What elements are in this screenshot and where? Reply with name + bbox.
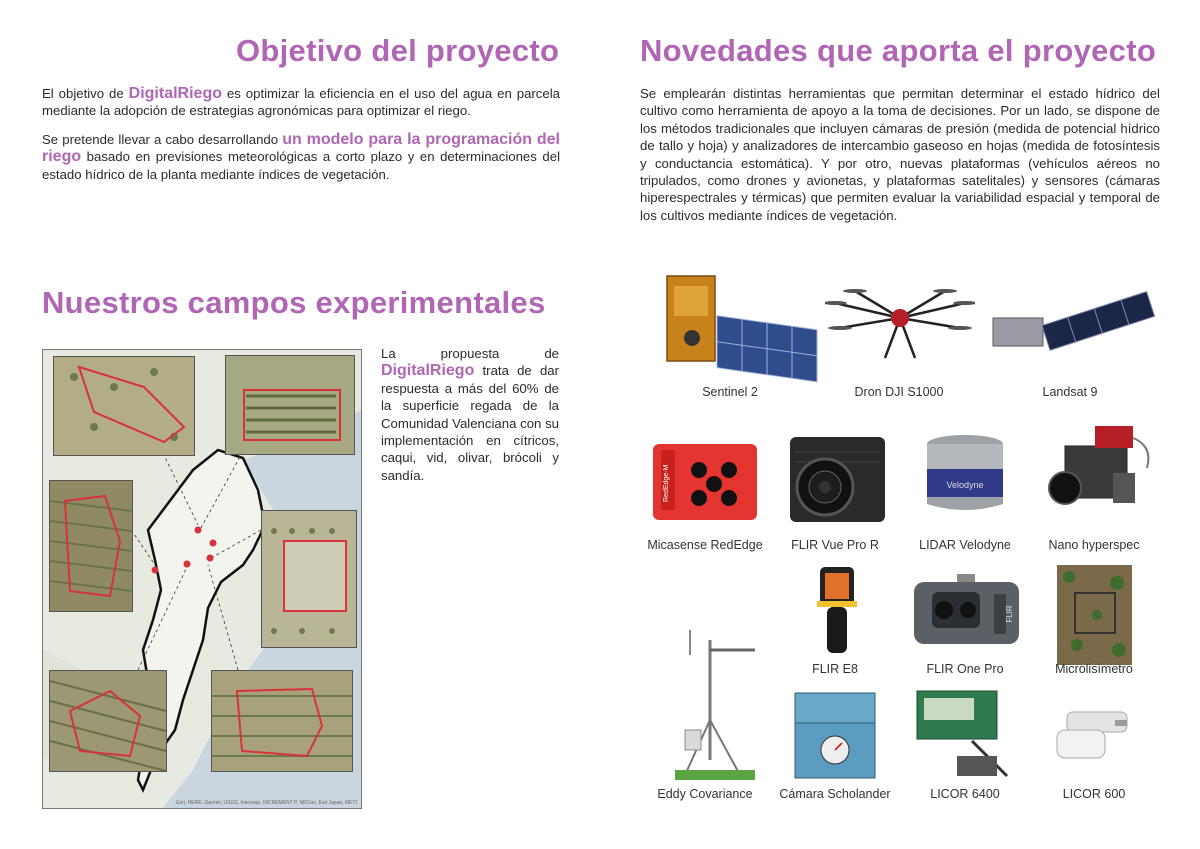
objective-text: Se pretende llevar a cabo desarrollando [42,132,283,147]
brand-name: DigitalRiego [128,85,222,102]
field-point[interactable] [210,540,217,547]
objective-text: basado en previsiones meteorológicas a corto plazo y en determinaciones del estado hídrico de la planta mediante índices de vegetación. [42,149,560,182]
novelties-paragraph: Se emplearán distintas herramientas que permitan determinar el estado hídrico del cultivo como herramienta de apoyo a la toma de decisiones. Por un lado, se dispone de los métodos tradicionales que incluyen cámaras de presión (medida de potencial hídrico de tallo y hoja) y analizadores de intercambio gaseoso en hojas (medida de fotosíntesis y conductancia estomática). Y por otro, nuevas plataformas (vehículos aéreos no tripulados, como drones y avionetas, y plataformas satelitales) y sensores (cámaras hiperespectrales y térmicas) que permiten evaluar la variabilidad espacial y temporal de los cultivos mediante índices de vegetación. [640,86,1160,223]
licor-600-image [1055,706,1135,766]
highlight-model: un modelo para la programación del riego [42,131,561,166]
flir-one-pro-image [912,572,1022,647]
caption-licor-600: LICOR 600 [1062,787,1126,801]
scholander-image [790,688,880,783]
field-photo-6 [211,670,353,772]
objective-text: El objetivo de [42,86,129,101]
velodyne-label: Velodyne [946,480,984,490]
caption-micasense: Micasense RedEdge [647,538,763,552]
sentinel-2-image [662,268,822,383]
caption-licor-6400: LICOR 6400 [930,787,1000,801]
brand-name: DigitalRiego [381,362,475,380]
caption-landsat: Landsat 9 [1042,385,1098,399]
objective-paragraph-2 [42,131,560,183]
caption-eddy: Eddy Covariance [657,787,753,801]
caption-flir-e8: FLIR E8 [812,662,858,676]
novelties-title: Novedades que aporta el proyecto [640,33,1157,68]
caption-sentinel: Sentinel 2 [702,385,758,399]
objective-paragraph-1 [42,85,560,120]
caption-scholander: Cámara Scholander [779,787,891,801]
field-photo-3 [49,480,133,612]
landsat-9-image [988,280,1158,355]
lidar-velodyne-image [922,432,1008,517]
caption-flir-one: FLIR One Pro [926,662,1004,676]
map-credit: Esri, HERE, Garmin, USGS, Intermap, INCREMENT P, NRCan, Esri Japan, METI [176,800,357,806]
rededge-label: RedEdge-M [663,464,670,502]
experimental-fields-map [42,349,362,809]
licor-6400-image [912,686,1022,786]
objective-title: Objetivo del proyecto [236,33,560,68]
fields-text: La propuesta de [381,346,559,361]
microlisimetro-image [1057,565,1132,665]
caption-dron: Dron DJI S1000 [854,385,944,399]
fields-text: trata de dar respuesta a más del 60% de la superficie regada de la Comunidad Valenciana con su implementación en cítricos, caqui, vid, olivar, brócoli y sandía. [381,363,559,483]
fields-paragraph [381,345,559,484]
flir-label: FLIR [1005,605,1014,623]
nano-hyperspec-image [1035,418,1160,518]
field-photo-4 [261,510,357,648]
objective-text: es optimizar la eficiencia en el uso del agua en parcela mediante la adopción de estrategias agronómicas para optimizar el riego. [42,86,560,119]
drone-image [825,283,975,363]
field-point[interactable] [184,561,191,568]
field-point[interactable] [207,555,214,562]
micasense-image [651,440,761,525]
flir-e8-image [815,565,860,655]
eddy-covariance-image [645,620,765,782]
field-photo-5 [49,670,167,772]
caption-microlisimetro: Microlisímetro [1055,662,1133,676]
caption-lidar: LIDAR Velodyne [919,538,1011,552]
field-point[interactable] [152,567,159,574]
caption-nano: Nano hyperspec [1048,538,1140,552]
flir-vue-image [780,432,890,527]
field-photo-1 [53,356,195,456]
fields-title: Nuestros campos experimentales [42,285,546,320]
field-point[interactable] [195,527,202,534]
caption-flir-vue: FLIR Vue Pro R [791,538,879,552]
field-photo-2 [225,355,355,455]
